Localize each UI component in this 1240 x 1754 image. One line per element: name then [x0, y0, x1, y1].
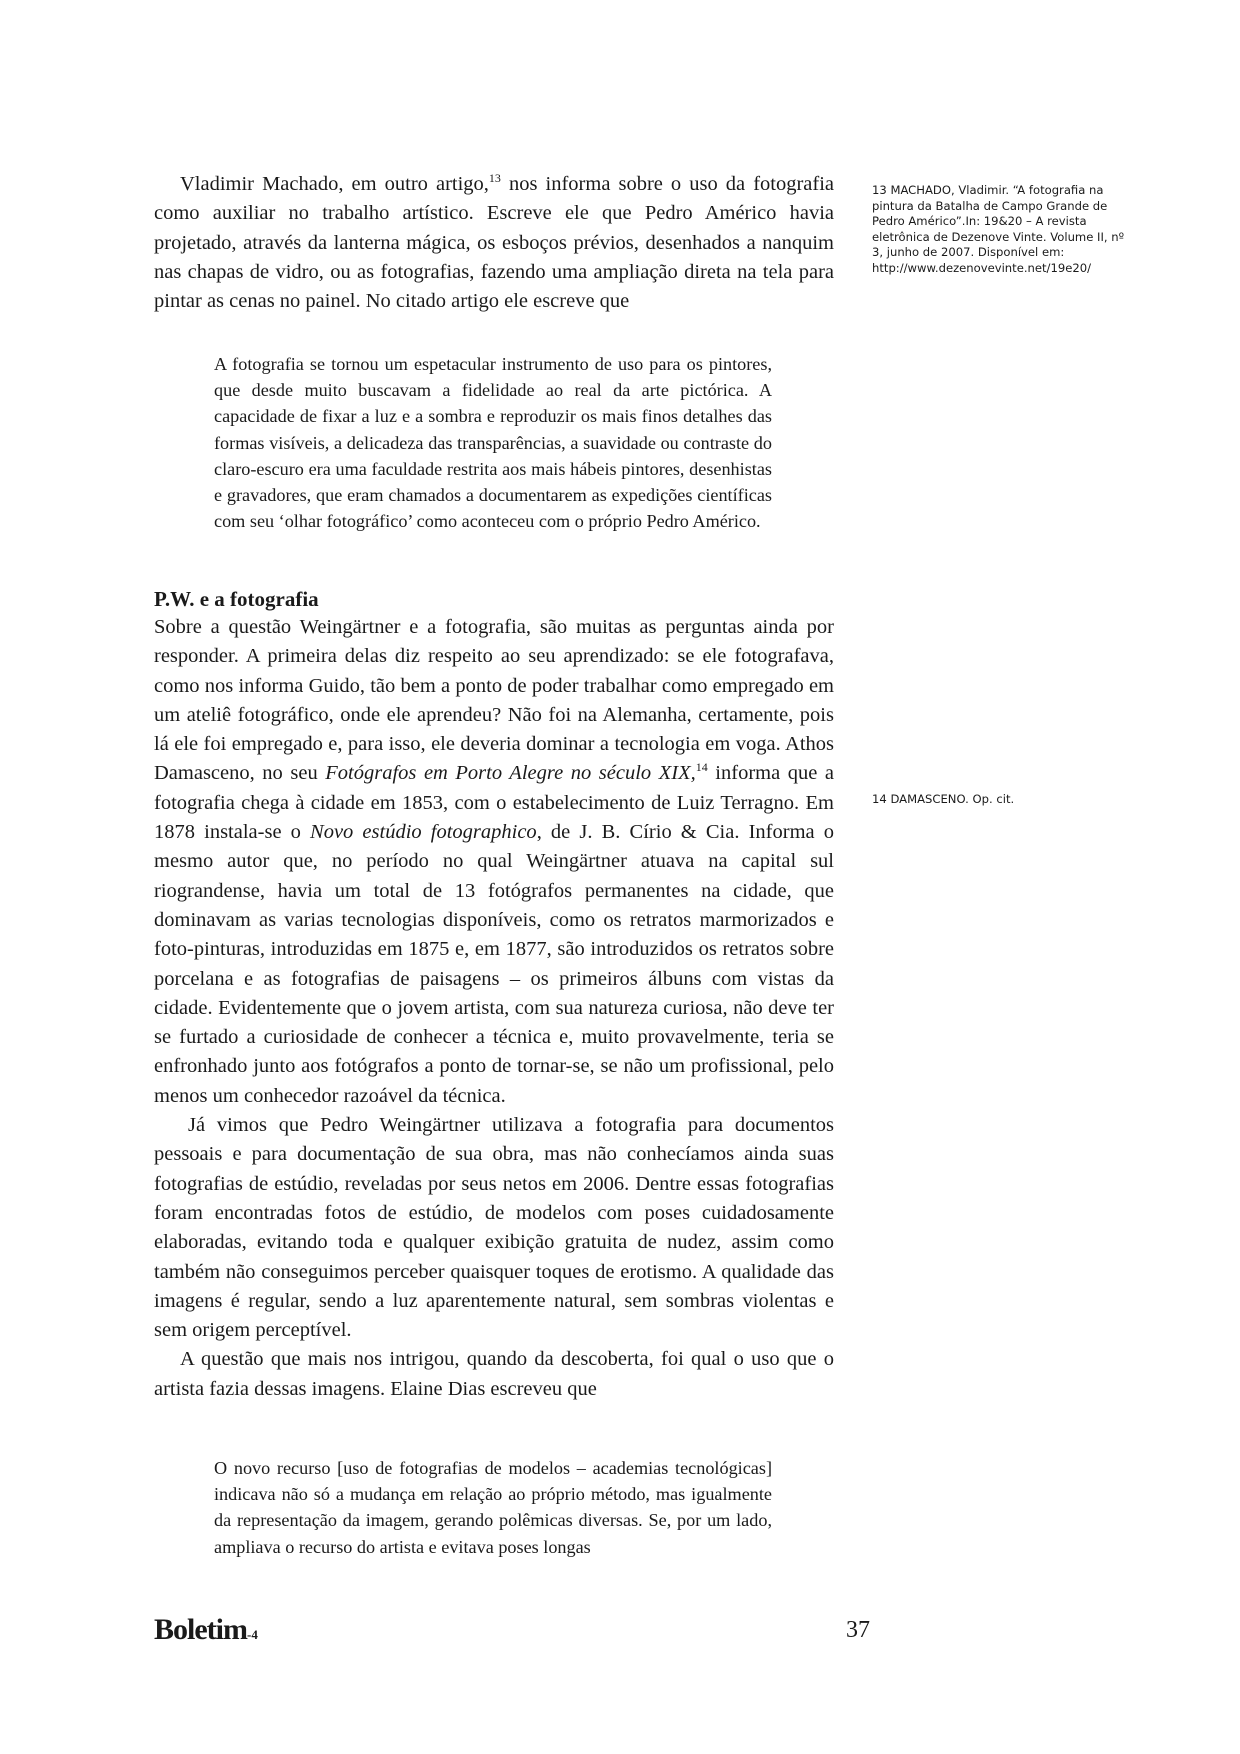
studio-name-italic: Novo estúdio fotographico [310, 821, 537, 844]
intro-text-before-ref: Vladimir Machado, em outro artigo, [180, 173, 489, 195]
section-text-part-3: , de J. B. Círio & Cia. Informa o mesmo autor que, no período no qual Weingärtner atuava na capital sul riograndense, havia um total de 13 fotógrafos permanentes na cidade, que dominavam as varias tecnologias disponíveis, como os retratos marmorizados e foto-pinturas, introduzidas em 1875 e, em 1877, são introduzidos os retratos sobre porcelana e as fotografias de paisagens – os primeiros álbuns com vistas da cidade. Evidentemente que o jovem artista, com sua natureza curiosa, não deve ter se furtado a curiosidade de conhecer a técnica e, muito provavelmente, teria se enfronhado junto aos fotógrafos a ponto de tornar-se, se não um profissional, pelo menos um conhecedor razoável da técnica. [154, 821, 834, 1107]
page-number: 37 [846, 1617, 870, 1643]
footnote-ref-13[interactable]: 13 [488, 171, 501, 186]
footnote-13: 13 MACHADO, Vladimir. “A fotografia na pintura da Batalha de Campo Grande de Pedro Américo”.In: 19&20 – A revista eletrônica de Dezenove Vinte. Volume II, nº 3, junho de 2007. Disponível em: http://www.dezenovevinte.net/19e20/ [872, 183, 1125, 275]
block-quote-1: A fotografia se tornou um espetacular instrumento de uso para os pintores, que desde muito buscavam a fidelidade ao real da arte pictórica. A capacidade de fixar a luz e a sombra e reproduzir os mais finos detalhes das formas visíveis, a delicadeza das transparências, a suavidade ou contraste do claro-escuro era uma faculdade restrita aos mais hábeis pintores, desenhistas e gravadores, que eram chamados a documentarem as expedições científicas com seu ‘olhar fotográfico’ como aconteceu com o próprio Pedro Américo. [214, 354, 772, 532]
section-text-part-1: Sobre a questão Weingärtner e a fotografia, são muitas as perguntas ainda por responder. A primeira delas diz respeito ao seu aprendizado: se ele fotografava, como nos informa Guido, tão bem a ponto de poder trabalhar como empregado em um ateliê fotográfico, onde ele aprendeu? Não foi na Alemanha, certamente, pois lá ele foi empregado e, para isso, ele deveria dominar a tecnologia em voga. Athos Damasceno, no seu [154, 616, 834, 785]
journal-logo-issue: -4 [246, 1627, 258, 1642]
section-body [154, 613, 834, 1404]
intro-text-after-ref: nos informa sobre o uso da fotografia como auxiliar no trabalho artístico. Escreve ele que Pedro Américo havia projetado, através da lanterna mágica, os esboços prévios, desenhados a nanquim nas chapas de vidro, ou as fotografias, fazendo uma ampliação direta na tela para pintar as cenas no painel. No citado artigo ele escreve que [154, 173, 835, 313]
block-quote-2: O novo recurso [uso de fotografias de modelos – academias tecnológicas] indicava não só a mudança em relação ao próprio método, mas igualmente da representação da imagem, gerando polêmicas diversas. Se, por um lado, ampliava o recurso do artista e evitava poses longas [214, 1458, 772, 1557]
journal-logo-text: Boletim [154, 1613, 247, 1646]
section-heading: P.W. e a fotografia [154, 587, 319, 611]
journal-logo [154, 1612, 258, 1653]
book-title-italic: Fotógrafos em Porto Alegre no século XIX, [325, 762, 696, 785]
intro-paragraph [154, 170, 834, 316]
footnote-ref-14[interactable]: 14 [695, 760, 708, 775]
question-paragraph: A questão que mais nos intrigou, quando da descoberta, foi qual o uso que o artista fazia dessas imagens. Elaine Dias escreveu que [154, 1348, 834, 1400]
studio-paragraph: Já vimos que Pedro Weingärtner utilizava a fotografia para documentos pessoais e para documentação de sua obra, mas não conhecíamos ainda suas fotografias de estúdio, reveladas por seus netos em 2006. Dentre essas fotografias foram encontradas fotos de estúdio, de modelos com poses cuidadosamente elaboradas, evitando toda e qualquer exibição gratuita de nudez, assim como também não conseguimos perceber quaisquer toques de erotismo. A qualidade das imagens é regular, sendo a luz aparentemente natural, sem sombras violentas e sem origem perceptível. [154, 1114, 834, 1342]
footnote-14: 14 DAMASCENO. Op. cit. [872, 792, 1015, 806]
section-text-part-2: informa que a fotografia chega à cidade em 1853, com o estabelecimento de Luiz Terragno. Em 1878 instala-se o [154, 762, 835, 844]
